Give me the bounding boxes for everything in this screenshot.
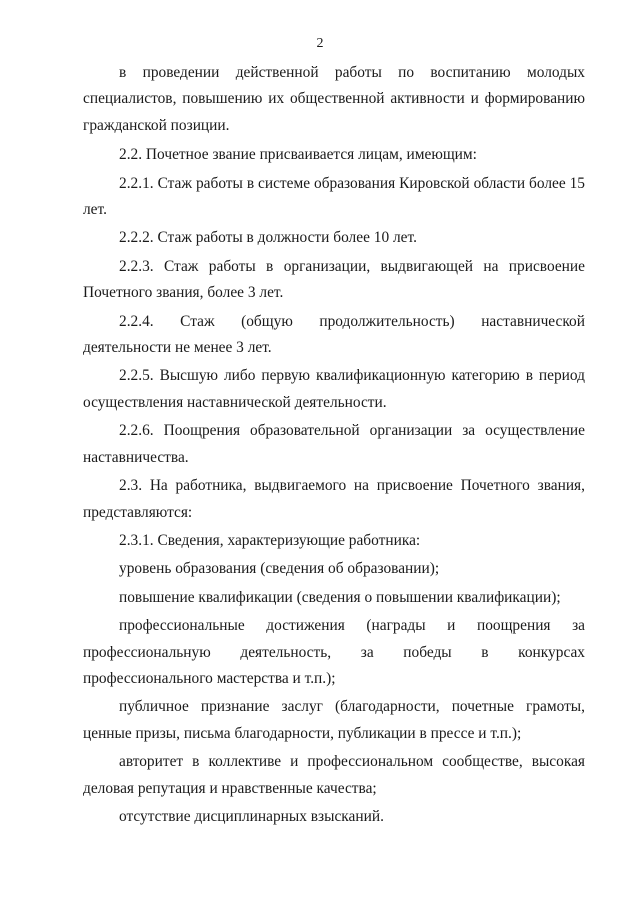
list-item-authority: авторитет в коллективе и профессиональном сообществе, высокая деловая репутация и нравственные качества; xyxy=(83,753,585,797)
paragraph-2-2-1: 2.2.1. Стаж работы в системе образования Кировской области более 15 лет. xyxy=(83,174,585,219)
paragraph-2-2-4: 2.2.4. Стаж (общую продолжительность) наставнической деятельности не менее 3 лет. xyxy=(83,312,585,357)
list-item-qualification: повышение квалификации (сведения о повышении квалификации); xyxy=(119,588,561,606)
paragraph-2-2-2: 2.2.2. Стаж работы в должности более 10 лет. xyxy=(119,229,417,247)
document-body xyxy=(83,60,585,830)
list-item-public-recognition: публичное признание заслуг (благодарности, почетные грамоты, ценные призы, письма благодарности, публикации в прессе и т.п.); xyxy=(83,698,585,742)
list-item-achievements: профессиональные достижения (награды и поощрения за профессиональную деятельность, за победы в конкурсах профессионального мастерства и т.п.); xyxy=(83,617,585,687)
list-item-no-disciplinary: отсутствие дисциплинарных взысканий. xyxy=(119,807,384,825)
paragraph-intro-continuation: в проведении действенной работы по воспитанию молодых специалистов, повышению их общественной активности и формированию гражданской позиции. xyxy=(83,64,585,134)
paragraph-2-3-1: 2.3.1. Сведения, характеризующие работника: xyxy=(119,531,421,549)
page-number: 2 xyxy=(316,36,324,51)
list-item-education: уровень образования (сведения об образовании); xyxy=(119,560,440,578)
paragraph-2-2-3: 2.2.3. Стаж работы в организации, выдвигающей на присвоение Почетного звания, более 3 лет. xyxy=(83,257,585,302)
paragraph-2-3: 2.3. На работника, выдвигаемого на присвоение Почетного звания, представляются: xyxy=(83,477,585,521)
paragraph-2-2-6: 2.2.6. Поощрения образовательной организации за осуществление наставничества. xyxy=(83,422,585,466)
paragraph-2-2: 2.2. Почетное звание присваивается лицам, имеющим: xyxy=(119,146,477,164)
paragraph-2-2-5: 2.2.5. Высшую либо первую квалификационную категорию в период осуществления наставнической деятельности. xyxy=(83,367,585,411)
